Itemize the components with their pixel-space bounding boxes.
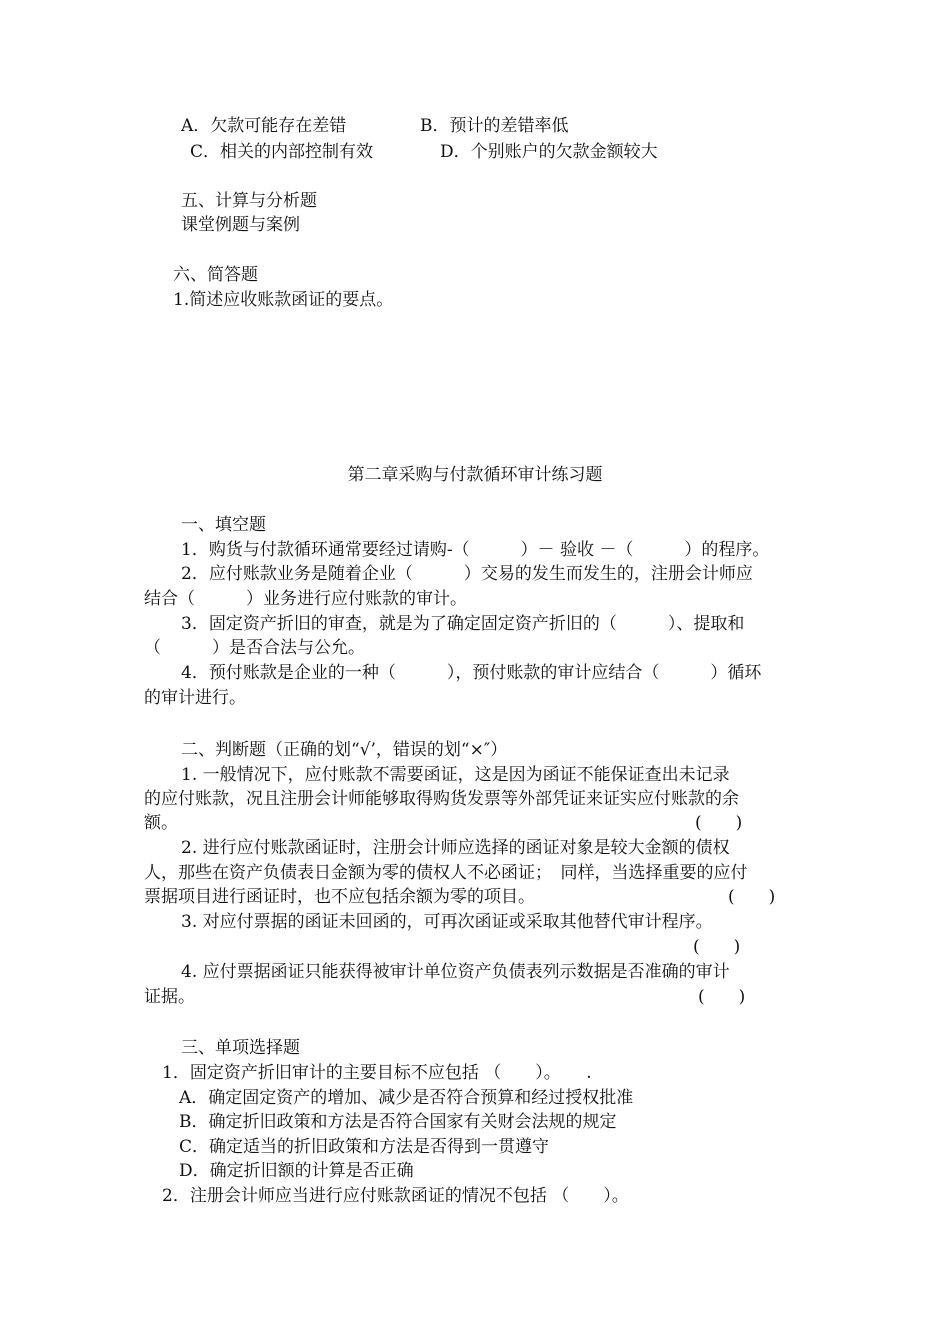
judge-question-4-answer: ( ) bbox=[698, 987, 746, 1007]
fill-question-3-line-2: （ ）是否合法与公允。 bbox=[144, 638, 365, 658]
judge-question-4-line-2: 证据。 bbox=[144, 987, 195, 1007]
judge-question-2-answer: ( ) bbox=[728, 887, 776, 907]
single-question-1: 1．固定资产折旧审计的主要目标不应包括 （ ）。 . bbox=[162, 1063, 592, 1083]
judge-question-1-line-1: 1. 一般情况下，应付账款不需要函证，这是因为函证不能保证查出未记录 bbox=[181, 765, 730, 785]
single-heading: 三、单项选择题 bbox=[181, 1038, 300, 1058]
judge-heading: 二、判断题（正确的划“√’，错误的划“×″） bbox=[181, 740, 508, 760]
single-question-1-option-a: A．确定固定资产的增加、减少是否符合预算和经过授权批准 bbox=[179, 1088, 634, 1108]
judge-question-2-line-1: 2. 进行应付账款函证时，注册会计师应选择的函证对象是较大金额的债权 bbox=[181, 838, 730, 858]
judge-question-1-line-3: 额。 bbox=[144, 813, 178, 833]
judge-question-4-line-1: 4. 应付票据函证只能获得被审计单位资产负债表列示数据是否准确的审计 bbox=[181, 962, 730, 982]
judge-question-3-line-1: 3. 对应付票据的函证未回函的，可再次函证或采取其他替代审计程序。 bbox=[181, 912, 713, 932]
single-question-2: 2．注册会计师应当进行应付账款函证的情况不包括 （ ）。 bbox=[162, 1186, 629, 1206]
judge-question-3-answer: ( ) bbox=[693, 937, 741, 957]
fill-question-1: 1．购货与付款循环通常要经过请购-（ ）－ 验收 －（ ）的程序。 bbox=[181, 540, 770, 560]
option-a: A．欠款可能存在差错 bbox=[181, 116, 347, 136]
fill-question-4-line-2: 的审计进行。 bbox=[144, 688, 246, 708]
option-b: B．预计的差错率低 bbox=[420, 116, 569, 136]
option-d: D．个别账户的欠款金额较大 bbox=[440, 142, 658, 162]
fill-question-3-line-1: 3．固定资产折旧的审查，就是为了确定固定资产折旧的（ ）、提取和 bbox=[181, 614, 745, 634]
judge-question-1-line-2: 的应付账款，况且注册会计师能够取得购货发票等外部凭证来证实应付账款的余 bbox=[144, 789, 739, 809]
single-question-1-option-d: D．确定折旧额的计算是否正确 bbox=[179, 1161, 414, 1181]
section-5-text: 课堂例题与案例 bbox=[181, 215, 300, 235]
fill-question-2-line-1: 2．应付账款业务是随着企业（ ）交易的发生而发生的，注册会计师应 bbox=[181, 564, 753, 584]
fill-question-2-line-2: 结合（ ）业务进行应付账款的审计。 bbox=[144, 589, 467, 609]
single-question-1-option-c: C．确定适当的折旧政策和方法是否得到一贯遵守 bbox=[179, 1137, 550, 1157]
single-question-1-option-b: B．确定折旧政策和方法是否符合国家有关财会法规的规定 bbox=[179, 1112, 617, 1132]
fill-heading: 一、填空题 bbox=[181, 515, 266, 535]
section-5-heading: 五、计算与分析题 bbox=[181, 191, 317, 211]
section-6-heading: 六、简答题 bbox=[173, 265, 258, 285]
judge-question-1-answer: ( ) bbox=[695, 813, 743, 833]
fill-question-4-line-1: 4．预付账款是企业的一种（ ），预付账款的审计应结合（ ）循环 bbox=[181, 663, 762, 683]
judge-question-2-line-2: 人，那些在资产负债表日金额为零的债权人不必函证； 同样，当选择重要的应付 bbox=[144, 863, 748, 883]
chapter-title: 第二章采购与付款循环审计练习题 bbox=[347, 465, 603, 485]
judge-question-2-line-3: 票据项目进行函证时，也不应包括余额为零的项目。 bbox=[144, 887, 535, 907]
section-6-question-1: 1.简述应收账款函证的要点。 bbox=[173, 290, 394, 310]
option-c: C．相关的内部控制有效 bbox=[190, 142, 374, 162]
